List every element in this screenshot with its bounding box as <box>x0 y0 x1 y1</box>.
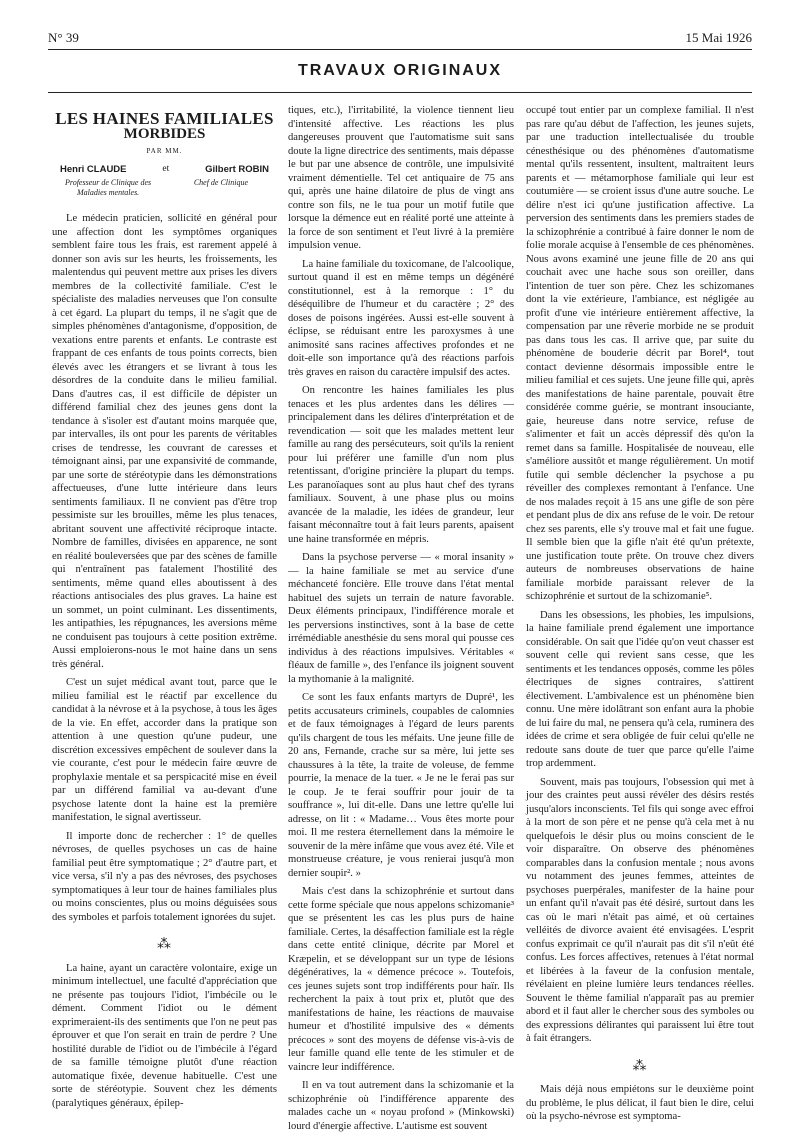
header-rule-bottom <box>48 92 752 93</box>
paragraph: C'est un sujet médical avant tout, parce que le milieu familial est le réactif par excellence du candidat à la névrose et à la psychose, à tous les âges de la vie. En effet, accorder dans la pratique son attention à une question qu'une pudeur, une discrétion excessives empêchent de soulever dans la vie courante, c'est pour le médecin faire œuvre de prophylaxie mentale et sa perspicacité mise en éveil par un différend familial va au-devant d'une psychose latente dont la haine est la première manifestation, le signal avertisseur. <box>52 677 277 823</box>
paragraph: La haine, ayant un caractère volontaire, exige un minimum intellectuel, une faculté d'appréciation que ne présente pas toujours l'idiot, l'imbécile ou le dément. Comment l'idiot ou le dément exprimeraient-ils des sentiments que l'on ne peut pas éprouver et que l'on serait en train de perdre ? Une hostilité durable de l'idiot ou de l'imbécile à l'égard de sa famille témoigne plutôt d'une réaction automatique fixée, devenue habituelle. C'est une sorte de stéréotypie. Souvent chez les déments (paralytiques généraux, épilep- <box>52 962 277 1109</box>
paragraph: occupé tout entier par un complexe familial. Il n'est pas rare qu'au début de l'affection, les jeunes sujets, par une traduction intellectualisée du trouble cénesthésique ou des phénomènes d'automatisme mental qu'ils ressentent, insultent, maltraitent leurs parents et — métamorphose familiale qui leur est coutumière — se croient issus d'une autre souche. Le délire n'est ici qu'une justification affective. La perversion des sentiments dans les premiers stades de la schizophrénie a contribué à faire donner le nom de folie morale acquise à l'ensemble de ces phénomènes. Nous avons examiné une jeune fille de 20 ans qui couchait avec une hache sous son oreiller, dans l'intention de tuer son père. Chez les schizomanes dont la vie extérieure, l'ambiance, est négligée au profit d'une vie intérieure entièrement affective, la compensation par une rêverie morbide ne se produit pas dans tous les cas. Il arrive que, par suite du phénomène de bouderie décrit par Borel⁴, tout contact devienne désormais impossible entre le milieu familial et ces sujets. Une jeune fille qui, après des manifestations de haine parentale, pouvait être considérée comme guérie, se montrant insouciante, gaie, heureuse dans notre service, refuse de s'alimenter et fait un accès dépressif dès qu'on la remet dans sa famille. Hospitalisée de nouveau, elle s'améliore aussitôt et mange régulièrement. Un motif futile qui semble déclencher la psychose a pu réveiller des complexes remontant à l'enfance. Une de nos malades reçoit à 15 ans une gifle de son père et pendant plus de dix ans refuse de le voir. De retour chez ses parents, elle s'y trouve mal et fait une fugue. Il semble bien que la gifle n'ait été qu'un prétexte, une justification toute prête. On trouve chez divers auteurs de nombreuses observations de haine familiale morbide paraissant relever de la schizophrénie et surtout de la schizomanie⁵. <box>526 105 754 602</box>
section-title: TRAVAUX ORIGINAUX <box>297 62 503 79</box>
column-1 <box>52 104 277 1115</box>
section-separator: ⁂ <box>632 1058 648 1074</box>
author-roles <box>52 178 277 198</box>
author-2-role: Chef de Clinique <box>193 178 249 187</box>
issue-number: N° 39 <box>48 30 79 45</box>
par-mm: PAR MM. <box>146 147 183 155</box>
paragraph: On rencontre les haines familiales les plus tenaces et les plus ardentes dans les délires — principalement dans les délires d'interprétation et de revendication — soit que les malades mettent leur famille au rang des persécuteurs, soit qu'ils la renient pour lui préférer une famille d'un nom plus retentissant, d'origine princière la plupart du temps. Les paranoïaques sont au plus haut chef des tyrans familiaux. Souvent, à une phase plus ou moins avancée de la maladie, les idées de grandeur, leur faisant méconnaître tout à fait leurs parents, apaisent une haine transformée en mépris. <box>288 385 514 545</box>
header-rule-top <box>48 49 752 50</box>
author-1: Henri CLAUDE <box>60 163 127 175</box>
paragraph: Le médecin praticien, sollicité en général pour une affection dont les symptômes organiques semblent faire tous les frais, est rarement appelé à donner son avis sur les heurts, les froissements, les malentendus qui peuvent mettre aux prises les divers membres de la collectivité familiale. C'est le spécialiste des maladies nerveuses que l'on consulte à cet égard. La plupart du temps, il ne s'agit que de simples phénomènes d'antagonisme, d'opposition, de vexations entre parents et enfants. Le contraste est frappant de ces enfants de tous points corrects, bien élevés avec les étrangers et se livrant à tous les désordres de la conduite dans le milieu familial. Dans d'autres cas, il est difficile de dépister un différend familial chez des jeunes gens dont la tendance à s'isoler est d'autant moins marquée que, par intervalles, ils ont pour les parents de véritables crises de tendresse, les couvrant de caresses et témoignant ainsi, par une expansivité de commande, par une sorte de stéréotypie dans les démonstrations affectueuses, d'une lutte intérieure dans leurs sentiments familiaux. Il ne convient pas d'être trop pessimiste sur les brouilles, même les plus tenaces, abritant souvent une affectivité réciproque intacte. Nombre de familles, divisées en apparence, ne sont en réalité bouleversées que par des scènes de famille qui n'entraînent pas fatalement l'hostilité des sentiments, même quand elles aboutissent à des réactions antisociales des plus graves. La haine est un sommet, un point culminant. Les dissentiments, les antipathies, les répugnances, les aversions même ne conduisent pas toujours à cette position extrême. Aussi emploierons-nous le mot haine dans un sens très général. <box>52 213 277 670</box>
section-separator: ⁂ <box>157 937 172 952</box>
paragraph: Souvent, mais pas toujours, l'obsession qui met à jour des craintes peut aussi révéler des désirs restés jusqu'alors inconscients. Tel fils qui songe avec effroi à la mort de son père et ne pense qu'à cela met à nu quelquefois le désir plus ou moins conscient de le voir disparaître. On observe des phénomènes comparables dans la confusion mentale ; nous avons vu notamment des jeunes femmes, atteintes de psychoses puerpérales, manifester de la haine pour un enfant qu'il n'avait pas été désiré, surtout dans les cas où le mari n'était pas aimé, et où certaines velléités de divorce avaient été envisagées. L'esprit confus exprimait ce qu'il n'aurait pas dit s'il n'eût été confus. Les forces affectives, retenues à l'état normal et libérées à la faveur de la confusion mentale, révélaient en pleine lumière leurs tendances réelles. Souvent le thème familial n'apparaît pas au premier abord et il faut aller le chercher sous des symboles ou des expressions délirantes qui paraissent lui être tout à fait étrangers. <box>526 776 754 1044</box>
authors <box>52 163 277 177</box>
issue-date: 15 Mai 1926 <box>685 30 752 45</box>
column-3 <box>526 104 754 1129</box>
paragraph: Ce sont les faux enfants martyrs de Dupré¹, les petits accusateurs criminels, coupables de calomnies et de faux témoignages à l'égard de leurs parents qu'ils chargent de tous les méfaits. Une jeune fille de 20 ans, Fernande, crache sur sa mère, lui jette ses chaussures à la tête, la traite de voleuse, de femme pourrie, la menace de la tuer. « Je ne le ferai pas sur le coup. Je te ferai souffrir pour jouir de ta souffrance », lui dit-elle. Dans une lettre qu'elle lui adresse, on lit : « Madame… Vous êtes morte pour moi. Il me restera éternellement dans la mémoire le souvenir de la mère infâme que vous avez été. Vile et monstrueuse créature, je vous renierai jusqu'à mon dernier soupir². » <box>288 692 514 879</box>
paragraph: Dans la psychose perverse — « moral insanity » — la haine familiale se met au service d'une méchanceté foncière. Elle trouve dans l'état mental habituel des sujets un terrain de nature favorable. Deux éléments principaux, l'indifférence morale et les perversions instinctives, sont à la base de cette irrémédiable anesthésie du sens moral qui pousse ces individus à des réactions impulsives. Véritables « fléaux de famille », des l'enfance ils joignent souvent la mythomanie à la malignité. <box>288 552 514 685</box>
author-conjunction: et <box>162 163 170 174</box>
article-subtitle: MORBIDES <box>123 125 206 142</box>
article-title: LES HAINES FAMILIALES <box>55 109 274 128</box>
author-2: Gilbert ROBIN <box>205 163 269 175</box>
paragraph: Il importe donc de rechercher : 1° de quelles névroses, de quelles psychoses un cas de haine familial peut être symptomatique ; 2° d'autre part, et vice versa, s'il n'y a pas des névroses, des psychoses symptomatiques à leur tour de haines familiales plus ou moins conscientes, plus ou moins déguisées sous des symboles et parfois totalement ignorées du sujet. <box>52 830 277 923</box>
paragraph: Dans les obsessions, les phobies, les impulsions, la haine familiale prend également une importance considérable. On sait que l'idée qu'on veut chasser est souvent celle qui revient sans cesse, que les sentiments et les tendances opposés, comme les pôles électriques de signes contraires, s'attirent électivement. L'ambivalence est un phénomène bien connu. Une mère idolâtrant son enfant aura la phobie de lui faire du mal, ne pensera qu'à cela, ruminera des idées de crime et sera obligée de fuir celui qu'elle ne redoute sans doute de tuer que parce qu'elle l'aime trop ardemment. <box>526 609 754 769</box>
paragraph: La haine familiale du toxicomane, de l'alcoolique, surtout quand il est en même temps un dégénéré constitutionnel, est à la remorque : 1° du déséquilibre de l'humeur et du caractère ; 2° des doses de poisons ingérées. Aussi est-elle souvent à éclipse, se réduisant entre les paroxysmes à une animosité sans racines affectives profondes et ne doit-elle son importance qu'à des réactions parfois très graves en raison du caractère impulsif des actes. <box>288 258 514 378</box>
paragraph: Il en va tout autrement dans la schizomanie et la schizophrénie où l'indifférence apparente des malades cache un « noyau profond » (Minkowski) lourd d'énergie affective. L'autisme est souvent <box>288 1080 514 1132</box>
paragraph: Mais c'est dans la schizophrénie et surtout dans cette forme spéciale que nous appelons schizomanie³ que se présentent les cas les plus purs de haine familiale. Certes, la désaffection familiale est la règle dans cette entité clinique, décrite par Morel et Kræpelin, et se développant sur un type de lésions dégénératives, la « démence précoce ». Toutefois, ces jeunes sujets sont trop indifférents pour haïr. Ils recherchent la paix à tout prix et, plutôt que des manifestations de haine, les réactions de mauvaise humeur et d'hostilité impulsive des « déments précoces » sont des moyens de défense vis-à-vis de leur famille quand elle tente de les stimuler et de vaincre leur indifférence. <box>288 886 514 1073</box>
paragraph: tiques, etc.), l'irritabilité, la violence tiennent lieu d'intensité affective. Les réactions les plus dangereuses prouvent que l'automatisme suit sans doute la ligne directrice des sentiments, mais dépasse le but par une absence de contrôle, une impulsivité vraiment démentielle. Tel cet antiquaire de 75 ans qui, après une haine dilatoire de plus de vingt ans contre son fils, ne le tua pour un motif futile que lorsque la démence eut en réalité porté une atteinte à la force de son sentiment et l'eut livré à la première impulsion venue. <box>288 105 514 251</box>
column-2 <box>288 104 514 1138</box>
paragraph: Mais déjà nous empiétons sur le deuxième point du problème, le plus délicat, il faut bien le dire, celui où la psycho-névrose est symptoma- <box>526 1084 754 1122</box>
author-1-role: Professeur de Clinique des Maladies mentales. <box>65 178 152 197</box>
